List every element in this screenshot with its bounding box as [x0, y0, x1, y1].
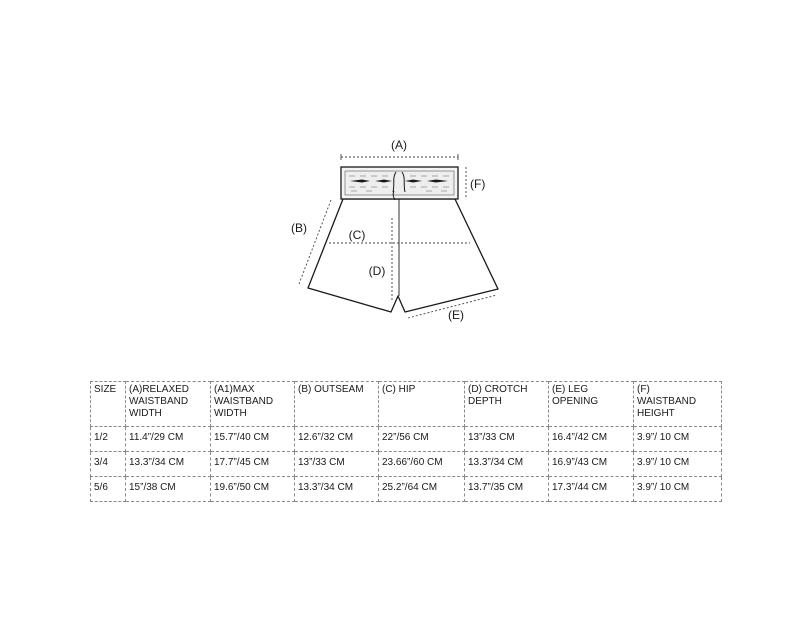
shorts-outline: [308, 199, 498, 312]
cell-leg-opening: 16.4”/42 CM: [549, 427, 634, 452]
label-e: (E): [448, 308, 464, 322]
label-c: (C): [348, 228, 366, 242]
cell-max-waistband-width: 17.7”/45 CM: [211, 452, 295, 477]
header-hip: (C) HIP: [379, 382, 465, 427]
cell-crotch-depth: 13.3”/34 CM: [465, 452, 549, 477]
label-f: (F): [470, 177, 486, 191]
cell-size: 1/2: [91, 427, 126, 452]
cell-waistband-height: 3.9”/ 10 CM: [634, 452, 722, 477]
label-b: (B): [291, 221, 307, 235]
cell-size: 5/6: [91, 477, 126, 502]
cell-relaxed-waistband-width: 15”/38 CM: [126, 477, 211, 502]
header-waistband-height: (F) WAISTBAND HEIGHT: [634, 382, 722, 427]
cell-relaxed-waistband-width: 13.3”/34 CM: [126, 452, 211, 477]
cell-size: 3/4: [91, 452, 126, 477]
label-d: (D): [368, 264, 386, 278]
cell-leg-opening: 17.3”/44 CM: [549, 477, 634, 502]
header-relaxed-waistband-width: (A)RELAXED WAISTBAND WIDTH: [126, 382, 211, 427]
cell-outseam: 13.3”/34 CM: [295, 477, 379, 502]
cell-outseam: 12.6”/32 CM: [295, 427, 379, 452]
label-a: (A): [391, 138, 407, 152]
cell-hip: 25.2”/64 CM: [379, 477, 465, 502]
cell-crotch-depth: 13.7”/35 CM: [465, 477, 549, 502]
cell-crotch-depth: 13”/33 CM: [465, 427, 549, 452]
table-row: [91, 427, 722, 452]
cell-hip: 23.66”/60 CM: [379, 452, 465, 477]
cell-hip: 22”/56 CM: [379, 427, 465, 452]
table-row: [91, 477, 722, 502]
size-chart-table: [90, 381, 722, 502]
header-leg-opening: (E) LEG OPENING: [549, 382, 634, 427]
cell-waistband-height: 3.9”/ 10 CM: [634, 427, 722, 452]
table-row: [91, 452, 722, 477]
cell-outseam: 13”/33 CM: [295, 452, 379, 477]
header-outseam: (B) OUTSEAM: [295, 382, 379, 427]
header-size: SIZE: [91, 382, 126, 427]
header-crotch-depth: (D) CROTCH DEPTH: [465, 382, 549, 427]
cell-leg-opening: 16.9”/43 CM: [549, 452, 634, 477]
cell-waistband-height: 3.9”/ 10 CM: [634, 477, 722, 502]
table-header-row: [91, 382, 722, 427]
cell-max-waistband-width: 19.6”/50 CM: [211, 477, 295, 502]
cell-max-waistband-width: 15.7”/40 CM: [211, 427, 295, 452]
cell-relaxed-waistband-width: 11.4”/29 CM: [126, 427, 211, 452]
header-max-waistband-width: (A1)MAX WAISTBAND WIDTH: [211, 382, 295, 427]
